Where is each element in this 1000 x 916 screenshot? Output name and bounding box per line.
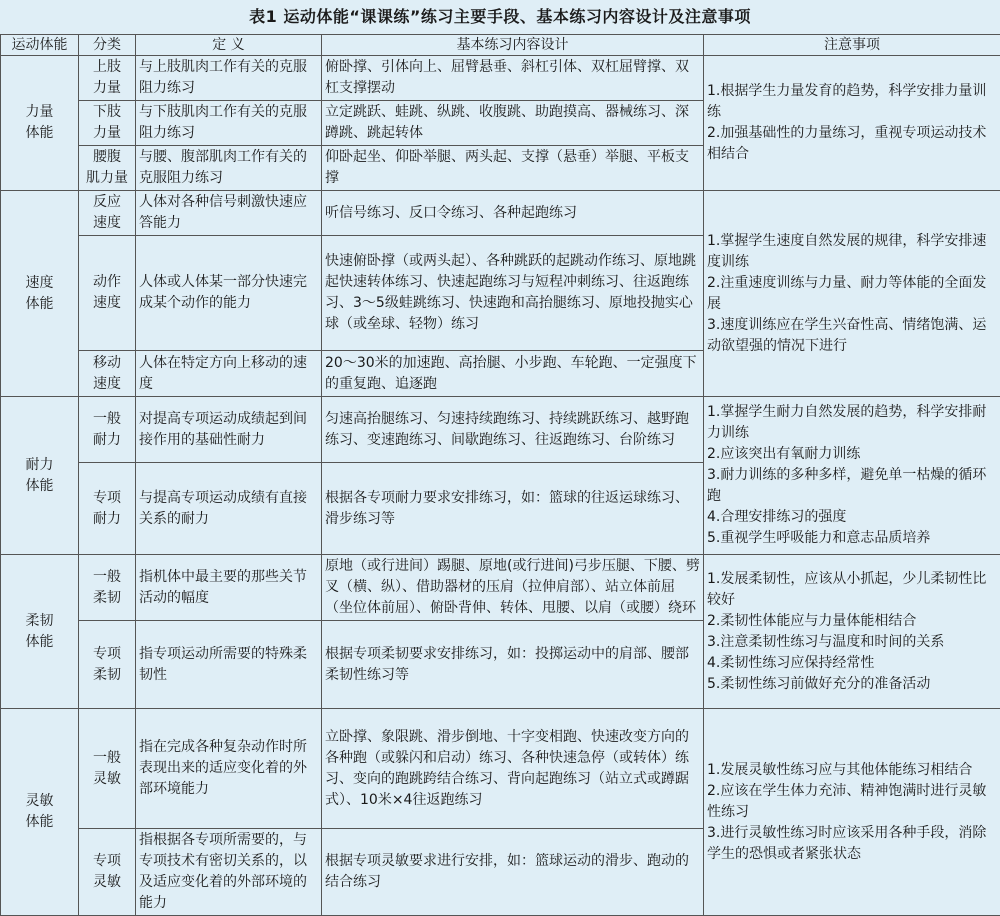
notes-cell xyxy=(704,56,1000,191)
notes-cell xyxy=(704,397,1000,555)
content-cell: 根据专项柔韧要求安排练习，如：投掷运动中的肩部、腰部柔韧性练习等 xyxy=(322,621,704,709)
subcategory-cell: 一般 柔韧 xyxy=(79,555,136,621)
subcategory-cell: 专项 灵敏 xyxy=(79,829,136,916)
subcategory-cell: 下肢 力量 xyxy=(79,101,136,146)
definition-cell: 人体对各种信号刺激快速应答能力 xyxy=(136,191,322,236)
note-line: 1.发展柔韧性，应该从小抓起，少儿柔韧性比较好 xyxy=(707,569,997,611)
definition-cell: 指专项运动所需要的特殊柔韧性 xyxy=(136,621,322,709)
subcategory-cell: 一般 耐力 xyxy=(79,397,136,463)
table-row xyxy=(1,191,1000,236)
subcategory-cell: 移动 速度 xyxy=(79,351,136,397)
definition-cell: 人体或人体某一部分快速完成某个动作的能力 xyxy=(136,236,322,351)
header-definition: 定 义 xyxy=(136,35,322,56)
training-table xyxy=(0,34,1000,916)
subcategory-cell: 专项 柔韧 xyxy=(79,621,136,709)
content-cell: 立定跳跃、蛙跳、纵跳、收腹跳、助跑摸高、器械练习、深蹲跳、跳起转体 xyxy=(322,101,704,146)
content-cell: 立卧撑、象限跳、滑步倒地、十字变相跑、快速改变方向的各种跑（或躲闪和启动）练习、各种快速急停（或转体）练习、变向的跑跳跨结合练习、背向起跑练习（站立式或蹲踞式）、10米×4往返跑练习 xyxy=(322,709,704,829)
category-cell: 速度 体能 xyxy=(1,191,79,397)
note-line: 3.进行灵敏性练习时应该采用各种手段，消除学生的恐惧或者紧张状态 xyxy=(707,823,997,865)
note-line: 5.柔韧性练习前做好充分的准备活动 xyxy=(707,674,997,695)
note-line: 4.合理安排练习的强度 xyxy=(707,507,997,528)
content-cell: 根据专项灵敏要求进行安排，如：篮球运动的滑步、跑动的结合练习 xyxy=(322,829,704,916)
subcategory-cell: 上肢 力量 xyxy=(79,56,136,101)
table-row xyxy=(1,555,1000,621)
content-cell: 20～30米的加速跑、高抬腿、小步跑、车轮跑、一定强度下的重复跑、追逐跑 xyxy=(322,351,704,397)
note-line: 2.加强基础性的力量练习，重视专项运动技术相结合 xyxy=(707,123,997,165)
category-cell: 耐力 体能 xyxy=(1,397,79,555)
note-line: 4.柔韧性练习应保持经常性 xyxy=(707,653,997,674)
content-cell: 根据各专项耐力要求安排练习，如：篮球的往返运球练习、滑步练习等 xyxy=(322,463,704,555)
table-row xyxy=(1,397,1000,463)
note-line: 2.应该在学生体力充沛、精神饱满时进行灵敏性练习 xyxy=(707,781,997,823)
table-row xyxy=(1,56,1000,101)
definition-cell: 指在完成各种复杂动作时所表现出来的适应变化着的外部环境能力 xyxy=(136,709,322,829)
definition-cell: 与提高专项运动成绩有直接关系的耐力 xyxy=(136,463,322,555)
subcategory-cell: 腰腹 肌力量 xyxy=(79,146,136,191)
note-line: 3.速度训练应在学生兴奋性高、情绪饱满、运动欲望强的情况下进行 xyxy=(707,315,997,357)
subcategory-cell: 动作 速度 xyxy=(79,236,136,351)
subcategory-cell: 专项 耐力 xyxy=(79,463,136,555)
content-cell: 听信号练习、反口令练习、各种起跑练习 xyxy=(322,191,704,236)
category-cell: 灵敏 体能 xyxy=(1,709,79,916)
content-cell: 匀速高抬腿练习、匀速持续跑练习、持续跳跃练习、越野跑练习、变速跑练习、间歇跑练习、往返跑练习、台阶练习 xyxy=(322,397,704,463)
content-cell: 快速俯卧撑（或两头起）、各种跳跃的起跳动作练习、原地跳起快速转体练习、快速起跑练习与短程冲刺练习、往返跑练习、3～5级蛙跳练习、快速跑和高抬腿练习、原地投抛实心球（或垒球、轻物）练习 xyxy=(322,236,704,351)
definition-cell: 与腰、腹部肌肉工作有关的克服阻力练习 xyxy=(136,146,322,191)
note-line: 1.掌握学生速度自然发展的规律，科学安排速度训练 xyxy=(707,231,997,273)
table-title: 表1 运动体能“课课练”练习主要手段、基本练习内容设计及注意事项 xyxy=(0,0,1000,34)
subcategory-cell: 一般 灵敏 xyxy=(79,709,136,829)
note-line: 2.柔韧性体能应与力量体能相结合 xyxy=(707,611,997,632)
note-line: 1.根据学生力量发育的趋势，科学安排力量训练 xyxy=(707,81,997,123)
notes-cell xyxy=(704,191,1000,397)
header-content: 基本练习内容设计 xyxy=(322,35,704,56)
note-line: 1.发展灵敏性练习应与其他体能练习相结合 xyxy=(707,760,997,781)
notes-cell xyxy=(704,555,1000,709)
definition-cell: 指机体中最主要的那些关节活动的幅度 xyxy=(136,555,322,621)
header-sub: 分类 xyxy=(79,35,136,56)
subcategory-cell: 反应 速度 xyxy=(79,191,136,236)
content-cell: 原地（或行进间）踢腿、原地(或行进间)弓步压腿、下腰、劈叉（横、纵）、借助器材的压肩（拉伸肩部）、站立体前屈（坐位体前屈）、俯卧背伸、转体、甩腰、以肩（或腰）绕环 xyxy=(322,555,704,621)
header-row xyxy=(1,35,1000,56)
note-line: 2.应该突出有氧耐力训练 xyxy=(707,444,997,465)
note-line: 2.注重速度训练与力量、耐力等体能的全面发展 xyxy=(707,273,997,315)
definition-cell: 对提高专项运动成绩起到间接作用的基础性耐力 xyxy=(136,397,322,463)
definition-cell: 与上肢肌肉工作有关的克服阻力练习 xyxy=(136,56,322,101)
note-line: 3.注意柔韧性练习与温度和时间的关系 xyxy=(707,632,997,653)
header-category: 运动体能 xyxy=(1,35,79,56)
content-cell: 俯卧撑、引体向上、屈臂悬垂、斜杠引体、双杠屈臂撑、双杠支撑摆动 xyxy=(322,56,704,101)
definition-cell: 与下肢肌肉工作有关的克服阻力练习 xyxy=(136,101,322,146)
note-line: 5.重视学生呼吸能力和意志品质培养 xyxy=(707,528,997,549)
table-row xyxy=(1,709,1000,829)
definition-cell: 人体在特定方向上移动的速度 xyxy=(136,351,322,397)
definition-cell: 指根据各专项所需要的，与专项技术有密切关系的，以及适应变化着的外部环境的能力 xyxy=(136,829,322,916)
category-cell: 力量 体能 xyxy=(1,56,79,191)
content-cell: 仰卧起坐、仰卧举腿、两头起、支撑（悬垂）举腿、平板支撑 xyxy=(322,146,704,191)
category-cell: 柔韧 体能 xyxy=(1,555,79,709)
note-line: 1.掌握学生耐力自然发展的趋势，科学安排耐力训练 xyxy=(707,402,997,444)
note-line: 3.耐力训练的多种多样，避免单一枯燥的循环跑 xyxy=(707,465,997,507)
notes-cell xyxy=(704,709,1000,916)
header-notes: 注意事项 xyxy=(704,35,1000,56)
